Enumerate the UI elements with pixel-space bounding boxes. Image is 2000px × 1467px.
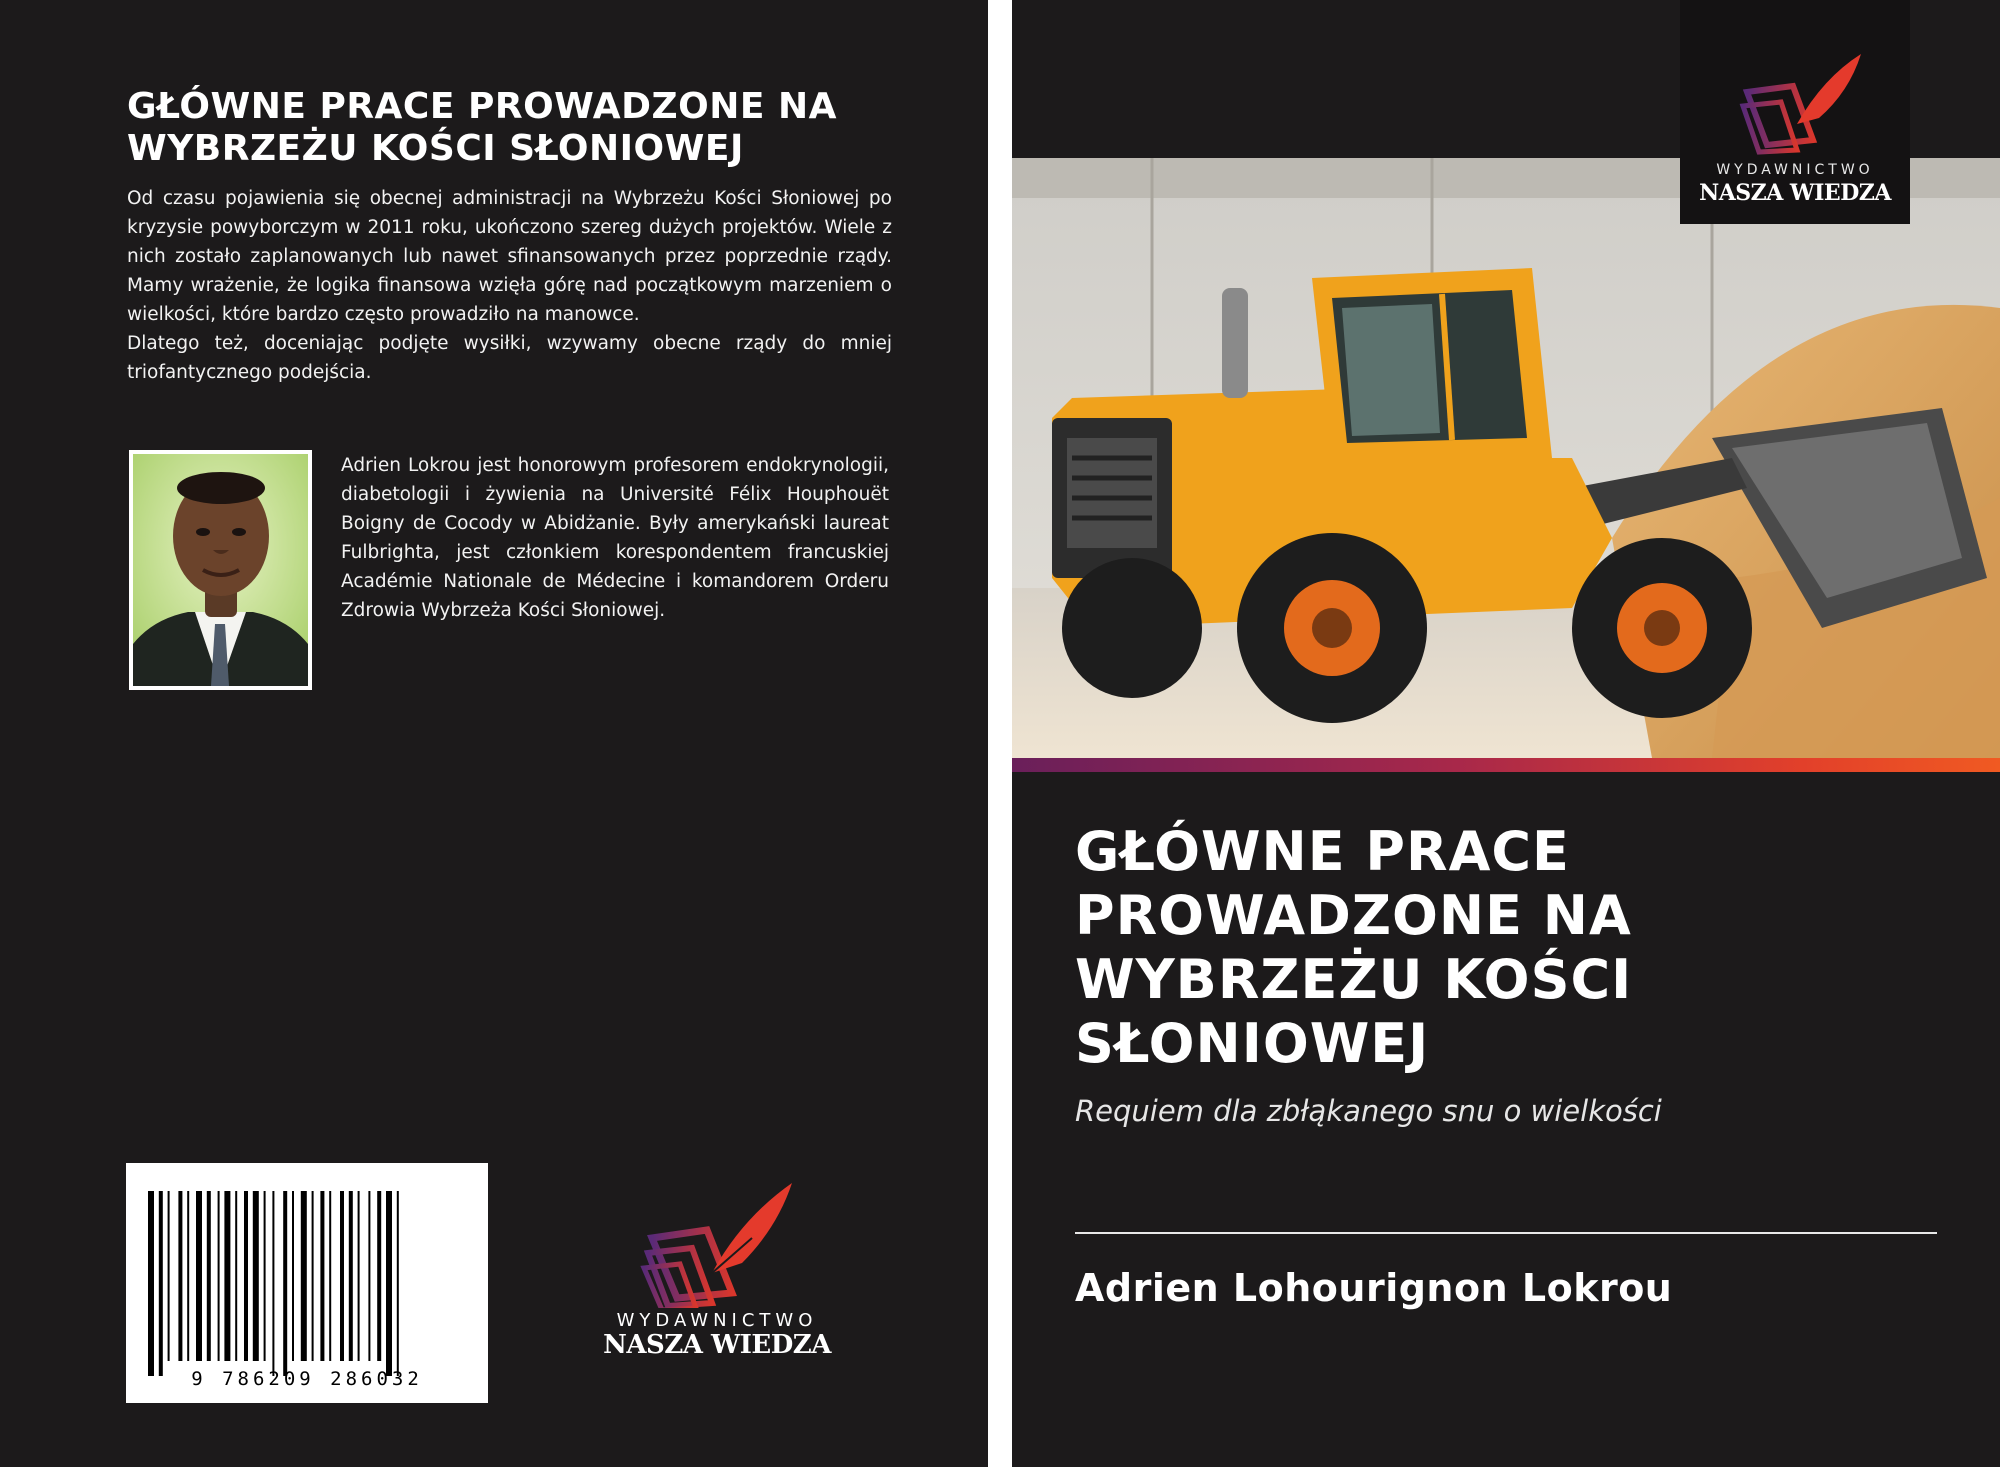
barcode-bar	[244, 1191, 248, 1361]
front-title-line-3: WYBRZEŻU KOŚCI	[1075, 948, 1633, 1011]
barcode-bar	[312, 1191, 314, 1361]
barcode-bar	[272, 1191, 274, 1376]
barcode-bar	[196, 1191, 202, 1361]
cover-photo-wheel-loader	[1012, 158, 2000, 758]
back-publisher-logo	[592, 1178, 842, 1358]
barcode-bar	[301, 1191, 307, 1361]
title-divider	[1075, 1232, 1937, 1234]
author-photo	[129, 450, 312, 690]
barcode-bar	[377, 1191, 381, 1361]
isbn-barcode	[126, 1163, 488, 1403]
barcode-bar	[207, 1191, 211, 1361]
barcode-bar	[264, 1191, 266, 1361]
barcode-bar	[386, 1191, 392, 1376]
barcode-bar	[148, 1191, 154, 1376]
isbn-number: 9 786209 286032	[191, 1368, 423, 1390]
barcode-bar	[340, 1191, 344, 1361]
back-cover-title	[127, 86, 907, 170]
front-publisher-main: NASZA WIEDZA	[1699, 180, 1891, 206]
book-with-quill-icon	[1735, 52, 1865, 162]
barcode-bar	[292, 1191, 294, 1361]
book-with-quill-icon	[592, 1178, 842, 1308]
front-publisher-sub: WYDAWNICTWO	[1716, 162, 1874, 178]
barcode-bar	[349, 1191, 353, 1361]
barcode-bar	[283, 1191, 287, 1376]
back-cover	[0, 0, 988, 1467]
barcode-bar	[235, 1191, 237, 1361]
front-cover-author: Adrien Lohourignon Lokrou	[1075, 1266, 1673, 1310]
barcode-bar	[368, 1191, 370, 1361]
barcode-bar	[397, 1191, 399, 1376]
blurb-paragraph-2: Dlatego też, doceniając podjęte wysiłki, wzywamy obecne rządy do mniej triofantycznego podejścia.	[127, 333, 892, 383]
author-bio: Adrien Lokrou jest honorowym profesorem endokrynologii, diabetologii i żywienia na Université Félix Houphouët Boigny de Cocody w Abidżanie. Były amerykański laureat Fulbrighta, jest członkiem korespondentem francuskiej Académie Nationale de Médecine i komandorem Orderu Zdrowia Wybrzeża Kości Słoniowej.	[341, 455, 889, 621]
barcode-bar	[178, 1191, 182, 1361]
front-cover-subtitle: Requiem dla zbłąkanego snu o wielkości	[1075, 1094, 1662, 1128]
back-cover-blurb	[127, 184, 892, 387]
front-title-line-4: SŁONIOWEJ	[1075, 1012, 1430, 1075]
front-title-line-1: GŁÓWNE PRACE	[1075, 820, 1570, 883]
barcode-bar	[224, 1191, 230, 1361]
barcode-bar	[253, 1191, 259, 1361]
barcode-bar	[159, 1191, 163, 1376]
front-title-line-2: PROWADZONE NA	[1075, 884, 1632, 947]
wheel-loader-icon	[1012, 158, 2000, 758]
barcode-bar	[168, 1191, 170, 1361]
author-portrait-icon	[133, 454, 308, 686]
barcode-bar	[218, 1191, 220, 1361]
barcode-bar	[187, 1191, 189, 1361]
front-cover-title	[1075, 820, 1955, 1076]
barcode-bar	[320, 1191, 324, 1361]
front-cover	[1012, 0, 2000, 1467]
front-publisher-logo	[1680, 0, 1910, 224]
accent-stripe	[1012, 758, 2000, 772]
barcode-bar	[329, 1191, 331, 1361]
blurb-paragraph-1: Od czasu pojawienia się obecnej administracji na Wybrzeżu Kości Słoniowej po kryzysie powyborczym w 2011 roku, ukończono szereg dużych projektów. Wiele z nich zostało zaplanowanych lub nawet sfinansowanych przez poprzednie rządy. Mamy wrażenie, że logika finansowa wzięła górę nad początkowym marzeniem o wielkości, które bardzo często prowadziło na manowce.	[127, 188, 892, 325]
barcode-icon	[126, 1163, 488, 1403]
back-title-line-1: GŁÓWNE PRACE PROWADZONE NA	[127, 86, 837, 127]
back-publisher-sub: WYDAWNICTWO	[616, 1310, 818, 1331]
back-title-line-2: WYBRZEŻU KOŚCI SŁONIOWEJ	[127, 128, 744, 169]
barcode-bar	[358, 1191, 360, 1361]
back-publisher-main: NASZA WIEDZA	[603, 1330, 831, 1360]
